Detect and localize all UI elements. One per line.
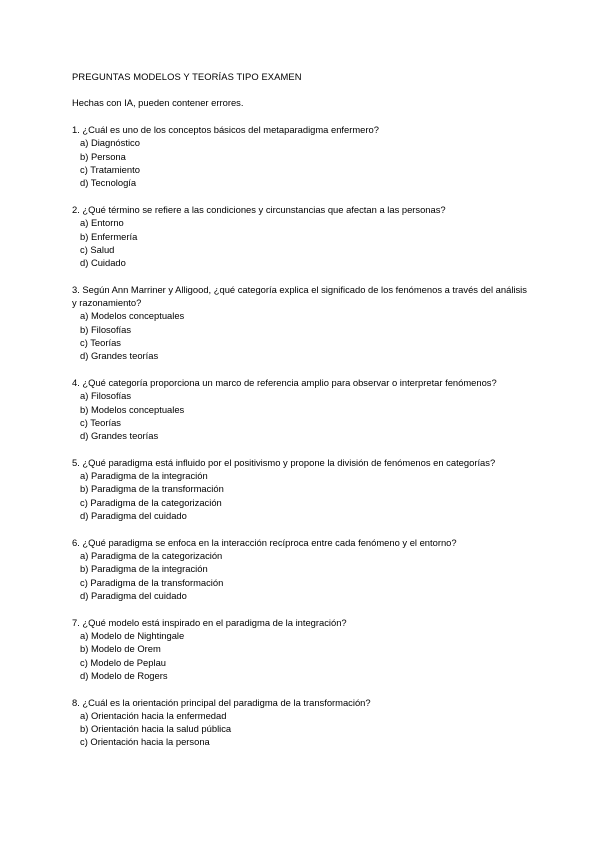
answer-option: c) Teorías (80, 337, 121, 349)
answer-option: d) Grandes teorías (80, 350, 159, 362)
question-text: 1. ¿Cuál es uno de los conceptos básicos del metaparadigma enfermero? (72, 124, 379, 136)
answer-options (72, 469, 532, 522)
answer-options (72, 389, 532, 442)
answer-option: d) Paradigma del cuidado (80, 510, 187, 522)
answer-option: a) Diagnóstico (80, 137, 140, 149)
question-3 (72, 283, 532, 363)
question-text: 8. ¿Cuál es la orientación principal del paradigma de la transformación? (72, 696, 371, 708)
question-text: 7. ¿Qué modelo está inspirado en el paradigma de la integración? (72, 616, 347, 628)
answer-option: a) Filosofías (80, 390, 132, 402)
question-1 (72, 123, 532, 189)
answer-option: b) Modelos conceptuales (80, 403, 185, 415)
question-7 (72, 616, 532, 682)
answer-option: c) Teorías (80, 416, 121, 428)
document-disclaimer: Hechas con IA, pueden contener errores. (72, 97, 244, 109)
answer-options (72, 309, 532, 362)
answer-options (72, 136, 532, 189)
document-title: PREGUNTAS MODELOS Y TEORÍAS TIPO EXAMEN (72, 71, 302, 82)
question-5 (72, 456, 532, 522)
question-text: 4. ¿Qué categoría proporciona un marco de referencia amplio para observar o interpretar fenómenos? (72, 377, 497, 389)
answer-option: b) Paradigma de la integración (80, 563, 208, 575)
answer-option: d) Cuidado (80, 257, 126, 269)
answer-option: a) Paradigma de la integración (80, 470, 208, 482)
answer-option: c) Tratamiento (80, 163, 140, 175)
question-8 (72, 696, 532, 749)
question-6 (72, 536, 532, 602)
answer-option: d) Grandes teorías (80, 430, 159, 442)
answer-option: b) Paradigma de la transformación (80, 483, 224, 495)
answer-options (72, 709, 532, 749)
question-text: 2. ¿Qué término se refiere a las condiciones y circunstancias que afectan a las personas? (72, 203, 446, 215)
document-content (72, 70, 532, 762)
answer-option: c) Paradigma de la transformación (80, 576, 224, 588)
answer-option: a) Entorno (80, 217, 124, 229)
answer-option: b) Filosofías (80, 323, 132, 335)
question-4 (72, 376, 532, 442)
answer-option: a) Modelo de Nightingale (80, 629, 185, 641)
answer-option: a) Paradigma de la categorización (80, 550, 223, 562)
answer-option: d) Tecnología (80, 177, 137, 189)
answer-option: a) Orientación hacia la enfermedad (80, 709, 227, 721)
answer-option: b) Modelo de Orem (80, 643, 161, 655)
question-text: 3. Según Ann Marriner y Alligood, ¿qué categoría explica el significado de los fenómenos a través del análisis y razonamiento? (72, 283, 527, 309)
question-text: 5. ¿Qué paradigma está influido por el positivismo y propone la división de fenómenos en categorías? (72, 456, 496, 468)
answer-options (72, 629, 532, 682)
question-text: 6. ¿Qué paradigma se enfoca en la interacción recíproca entre cada fenómeno y el entorno? (72, 536, 457, 548)
answer-option: c) Orientación hacia la persona (80, 736, 210, 748)
answer-option: b) Enfermería (80, 230, 138, 242)
answer-option: c) Modelo de Peplau (80, 656, 166, 668)
answer-option: b) Orientación hacia la salud pública (80, 723, 232, 735)
answer-option: d) Paradigma del cuidado (80, 589, 187, 601)
answer-option: a) Modelos conceptuales (80, 310, 185, 322)
answer-option: c) Paradigma de la categorización (80, 496, 222, 508)
answer-option: b) Persona (80, 150, 126, 162)
question-2 (72, 203, 532, 269)
answer-options (72, 216, 532, 269)
answer-option: d) Modelo de Rogers (80, 669, 168, 681)
answer-option: c) Salud (80, 243, 115, 255)
answer-options (72, 549, 532, 602)
